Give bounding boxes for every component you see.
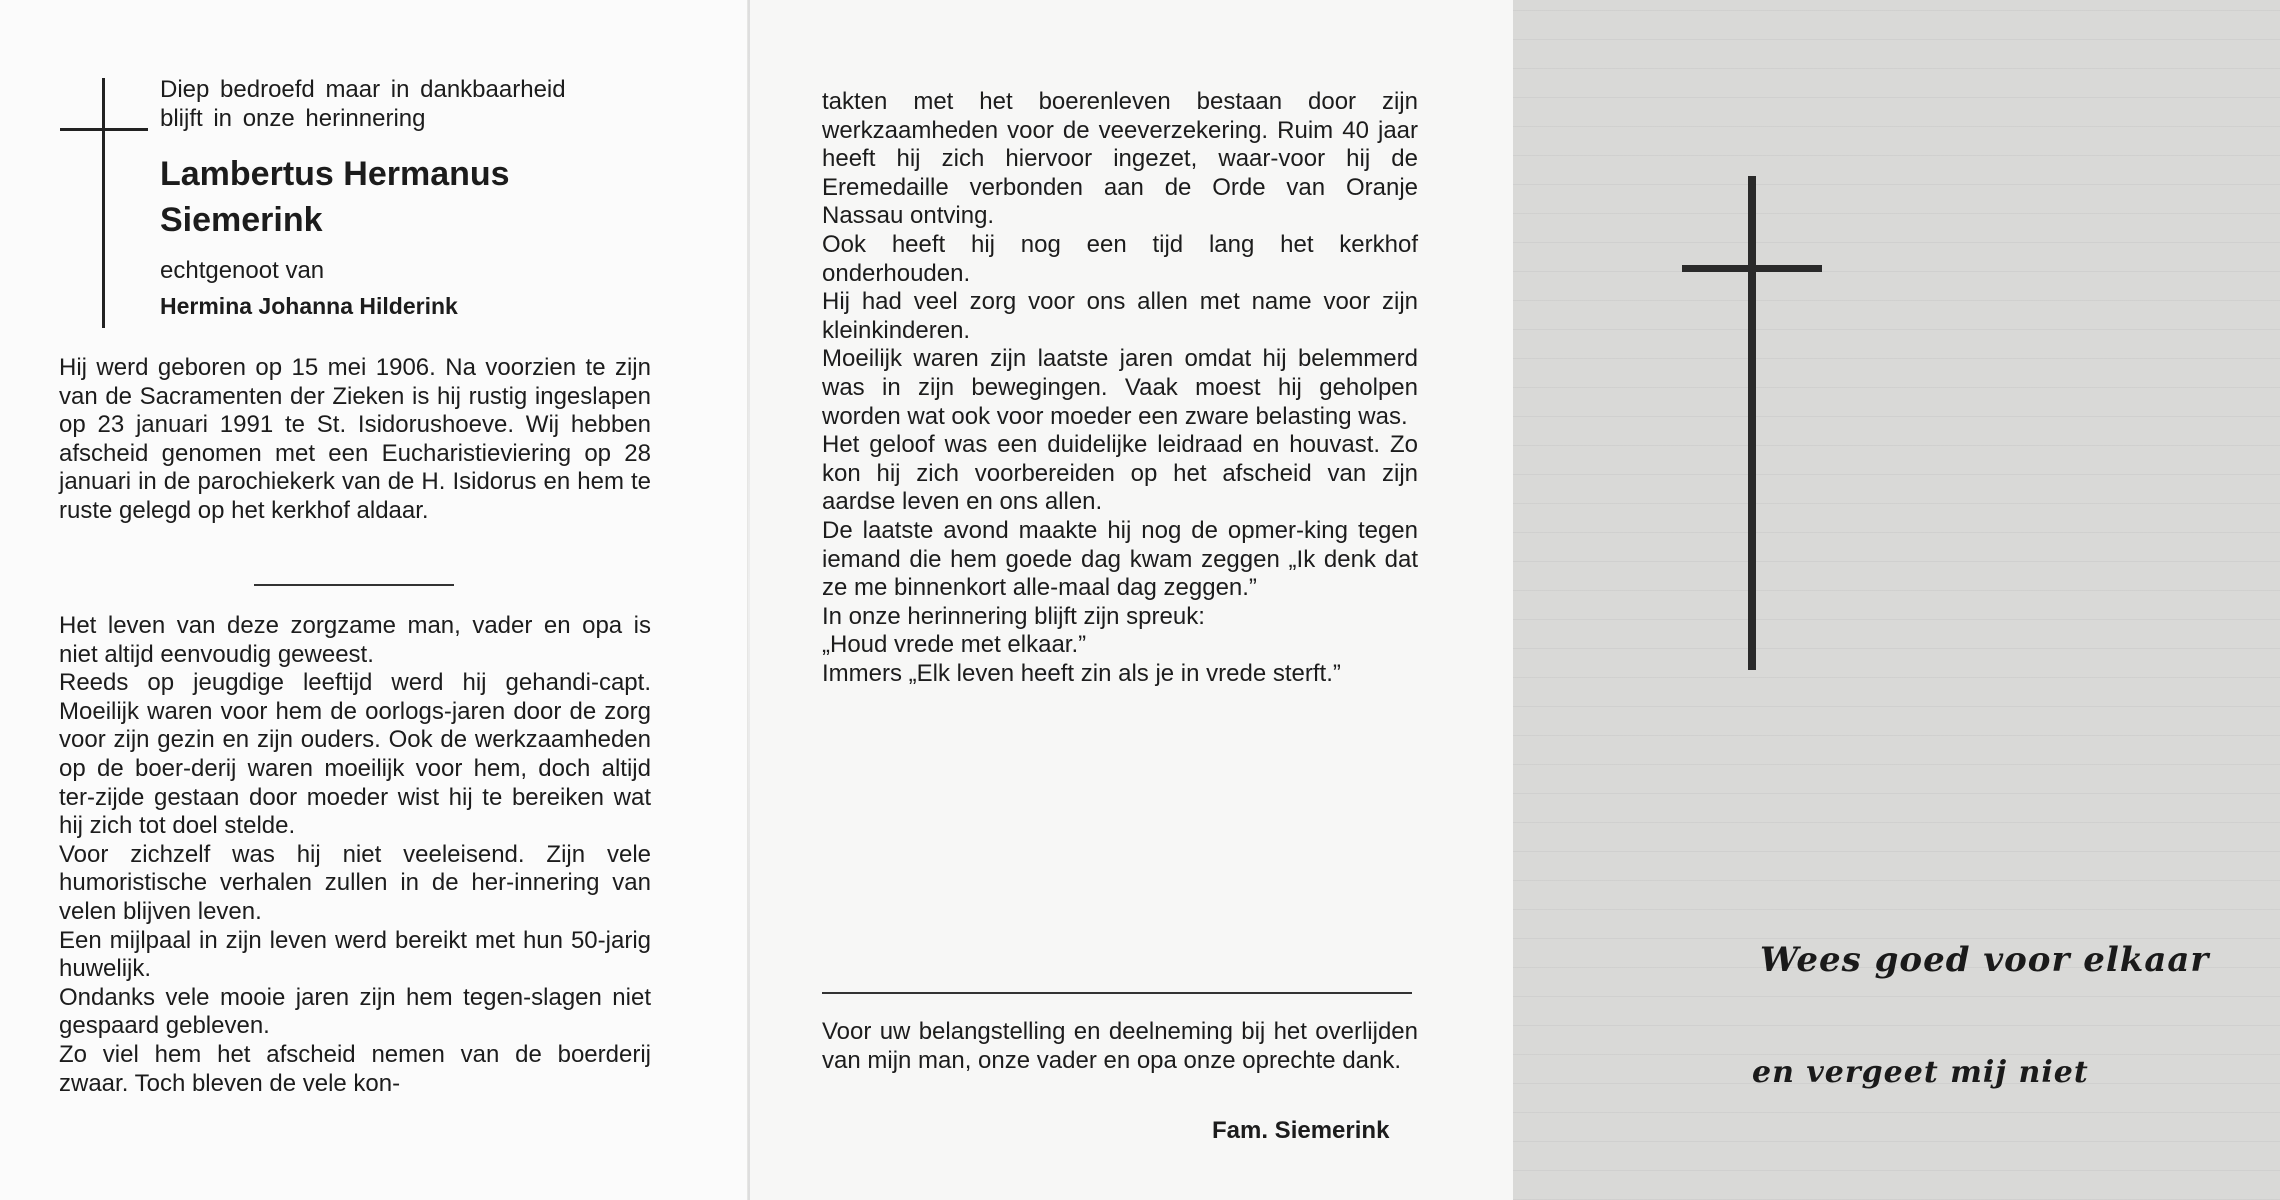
- cross-icon-bar: [1682, 265, 1822, 272]
- verse-line-1: Wees goed voor elkaar: [1760, 940, 2210, 980]
- story-paragraph: Het geloof was een duidelijke leidraad en houvast. Zo kon hij zich voorbereiden op het afscheid van zijn aardse leven en ons allen.: [822, 431, 1418, 516]
- life-paragraph: Een mijlpaal in zijn leven werd bereikt met hun 50-jarig huwelijk.: [59, 926, 651, 983]
- intro-line-2: blijft in onze herinnering: [160, 104, 426, 132]
- story-paragraph: Immers „Elk leven heeft zin als je in vrede sterft.”: [822, 659, 1341, 687]
- deceased-name: [160, 151, 653, 243]
- life-paragraph: Het leven van deze zorgzame man, vader en opa is niet altijd eenvoudig geweest.: [59, 612, 651, 668]
- cross-icon-bar: [60, 128, 148, 131]
- card-left-page: [0, 0, 748, 1200]
- story-paragraph: Moeilijk waren zijn laatste jaren omdat hij belemmerd was in zijn bewegingen. Vaak moest hij geholpen worden wat ook voor moeder een zware belasting was.: [822, 345, 1418, 430]
- thanks-text: Voor uw belangstelling en deelneming bij het overlijden van mijn man, onze vader en opa onze oprechte dank.: [822, 1018, 1418, 1074]
- story-paragraph: In onze herinnering blijft zijn spreuk:: [822, 602, 1205, 630]
- thanks-block: [822, 1018, 1418, 1075]
- life-paragraph: Ondanks vele mooie jaren zijn hem tegen-slagen niet gespaard gebleven.: [59, 983, 651, 1040]
- life-story-continued: [822, 88, 1418, 688]
- cross-icon: [1748, 176, 1756, 670]
- life-paragraph: Zo viel hem het afscheid nemen van de boerderij zwaar. Toch bleven de vele kon-: [59, 1040, 651, 1097]
- paper-texture: [1513, 0, 2280, 1200]
- life-paragraph: Voor zichzelf was hij niet veeleisend. Zijn vele humoristische verhalen zullen in de her-innering van velen blijven leven.: [59, 840, 651, 925]
- story-paragraph: Hij had veel zorg voor ons allen met name voor zijn kleinkinderen.: [822, 288, 1418, 344]
- name-line-1: Lambertus Hermanus: [160, 155, 510, 194]
- life-story-block: [59, 612, 651, 1098]
- header-block: [160, 76, 653, 320]
- signature: Fam. Siemerink: [1212, 1117, 1390, 1144]
- spouse-label: echtgenoot van: [160, 257, 325, 285]
- intro-line-1: Diep bedroefd maar in dankbaarheid: [160, 76, 566, 103]
- name-line-2: Siemerink: [160, 201, 323, 240]
- story-paragraph: „Houd vrede met elkaar.”: [822, 631, 1087, 659]
- divider: [822, 992, 1412, 994]
- page-fold: [748, 0, 750, 1200]
- cross-icon: [102, 78, 105, 328]
- story-paragraph: takten met het boerenleven bestaan door zijn werkzaamheden voor de veeverzekering. Ruim 40 jaar heeft hij zich hiervoor ingezet, waar-voor hij de Eremedaille verbonden aan de Orde van Oranje Nassau ontving.: [822, 88, 1418, 230]
- spouse-name: Hermina Johanna Hilderink: [160, 292, 458, 319]
- birth-paragraph-block: [59, 354, 651, 526]
- divider: [254, 584, 454, 586]
- story-paragraph: Ook heeft hij nog een tijd lang het kerkhof onderhouden.: [822, 230, 1418, 287]
- verse-line-2: en vergeet mij niet: [1752, 1055, 2089, 1090]
- birth-paragraph: Hij werd geboren op 15 mei 1906. Na voorzien te zijn van de Sacramenten der Zieken is hij rustig ingeslapen op 23 januari 1991 te St. Isidorushoeve. Wij hebben afscheid genomen met een Eucharistieviering op 28 januari in de parochiekerk van de H. Isidorus en hem te ruste gelegd op het kerkhof aldaar.: [59, 354, 651, 524]
- story-paragraph: De laatste avond maakte hij nog de opmer-king tegen iemand die hem goede dag kwam zeggen „Ik denk dat ze me binnenkort alle-maal dag zeggen.”: [822, 516, 1418, 602]
- life-paragraph: Reeds op jeugdige leeftijd werd hij gehandi-capt. Moeilijk waren voor hem de oorlogs-jaren door de zorg voor zijn gezin en zijn ouders. Ook de werkzaamheden op de boer-derij waren moeilijk voor hem, doch altijd ter-zijde gestaan door moeder wist hij te bereiken wat hij zich tot doel stelde.: [59, 669, 651, 840]
